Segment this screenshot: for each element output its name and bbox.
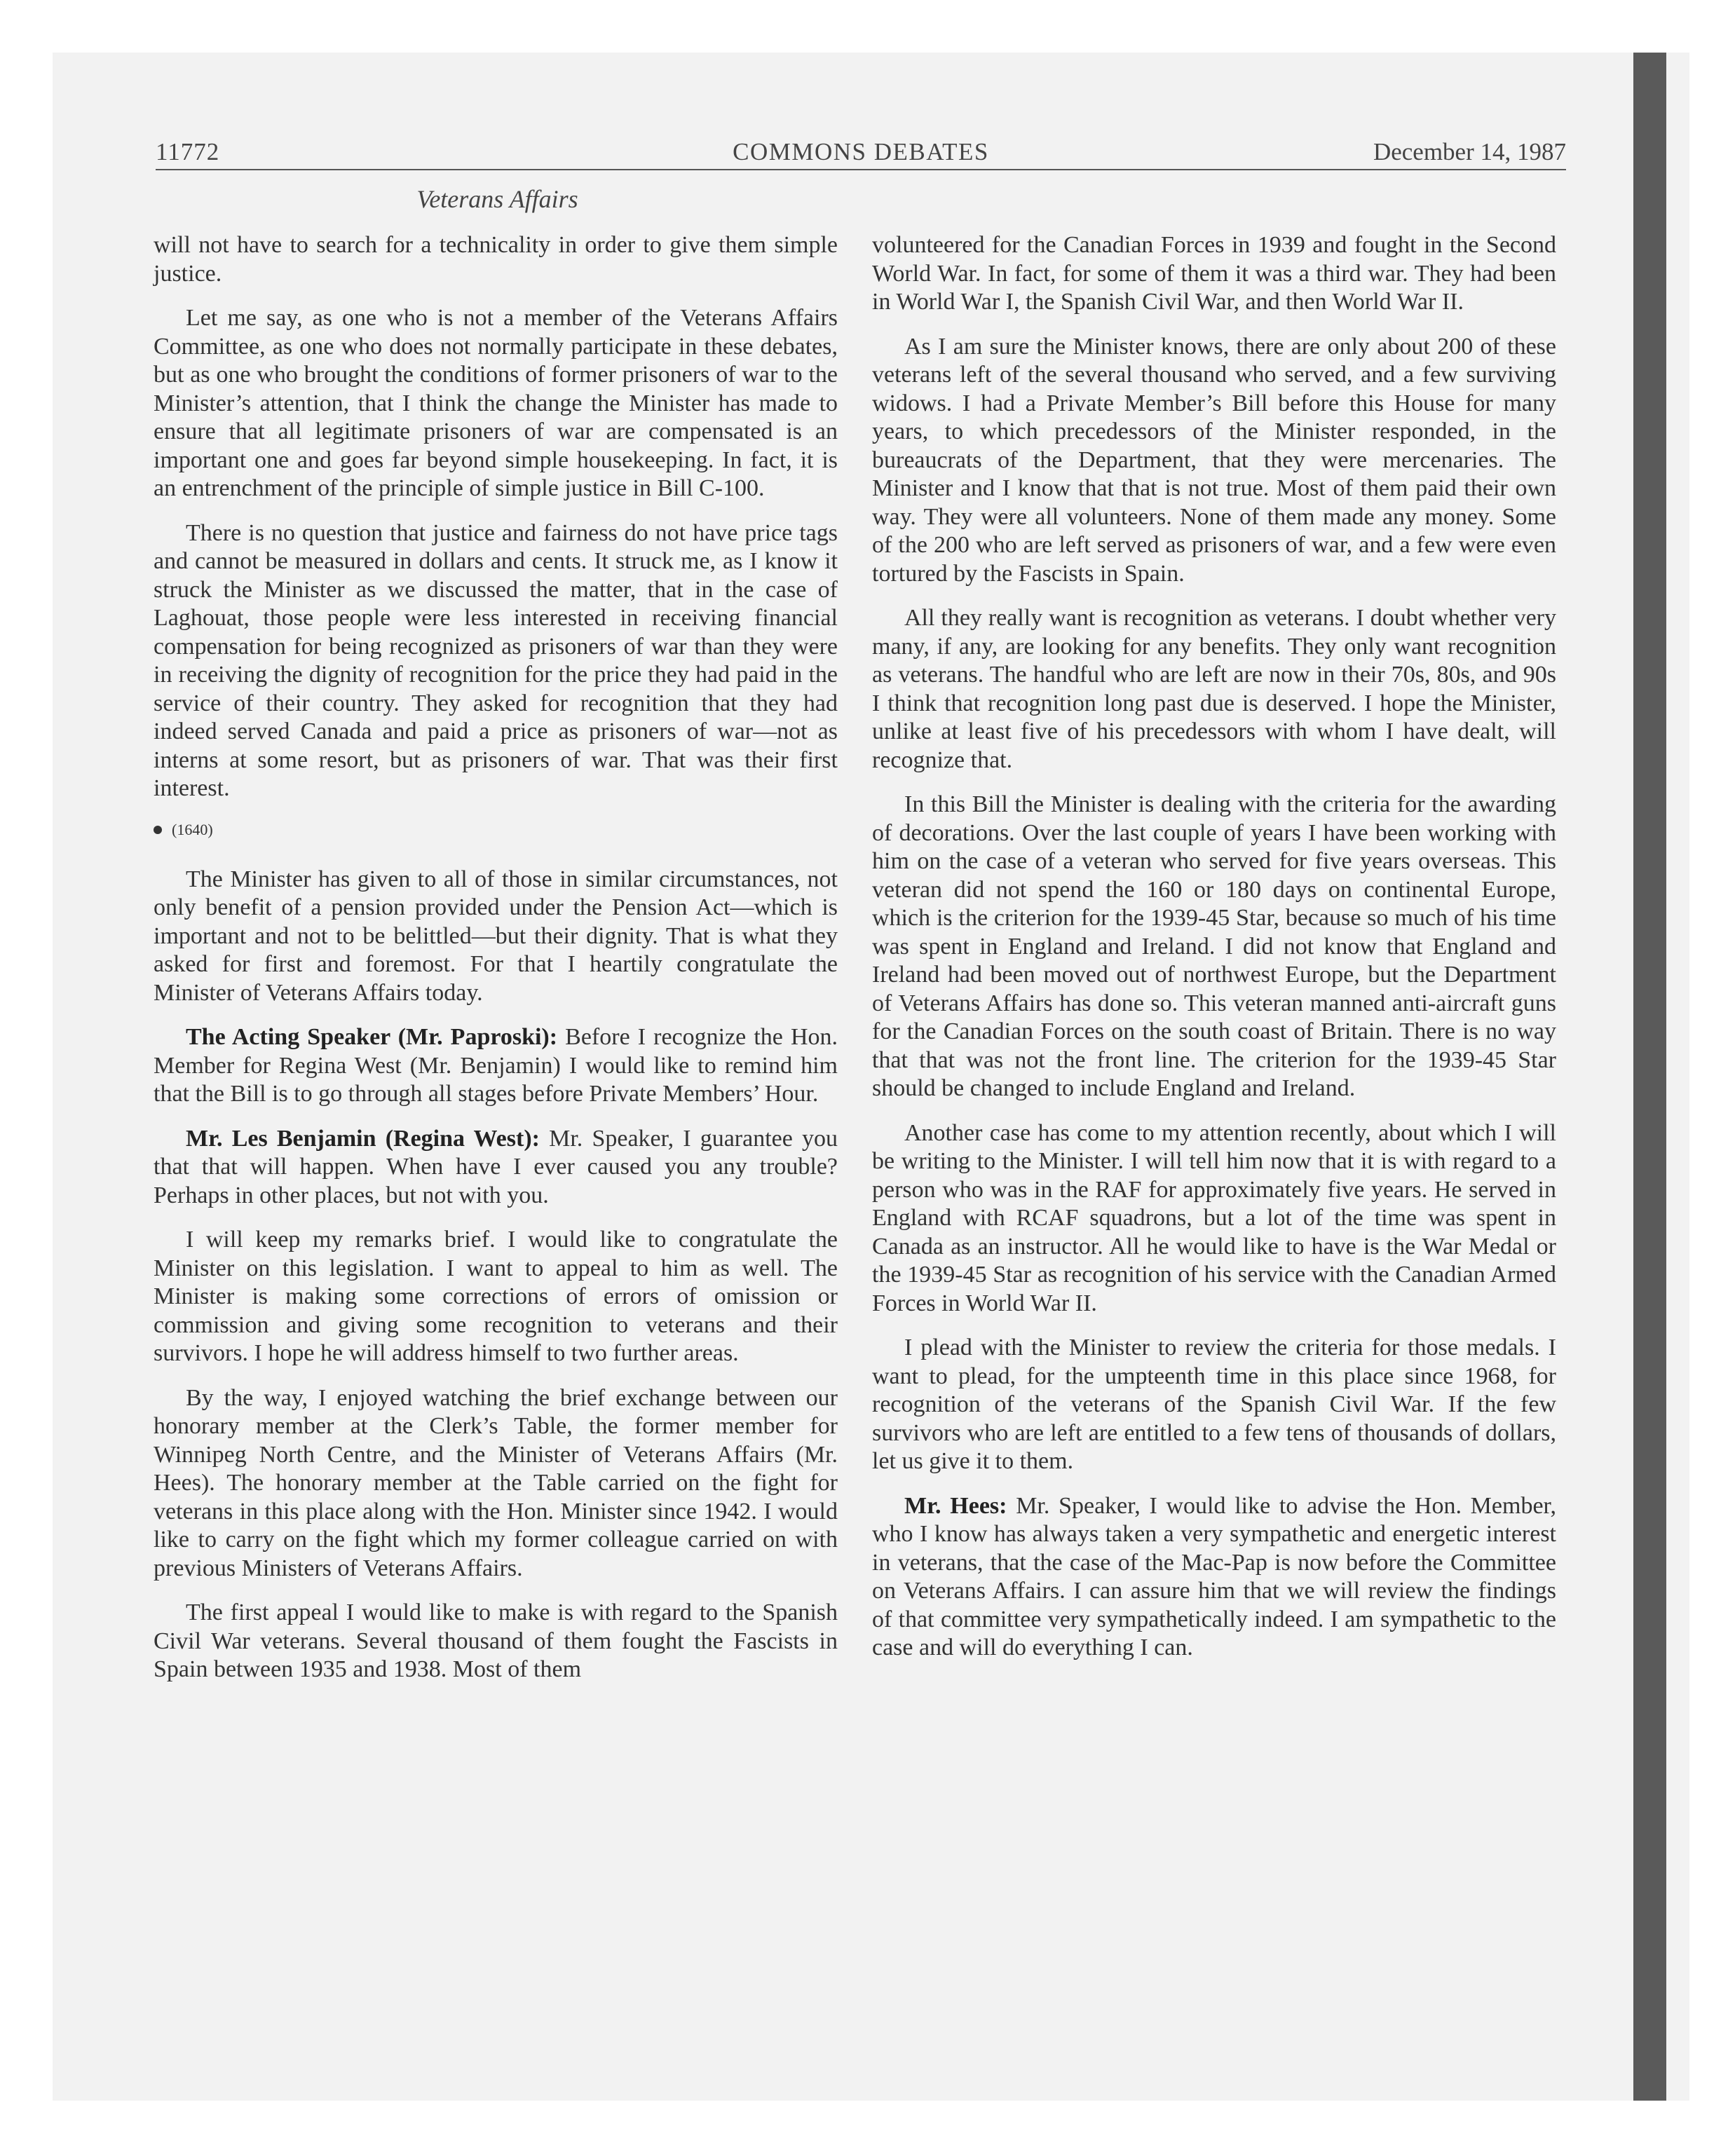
paragraph: In this Bill the Minister is dealing with the criteria for the awarding of decorations. Over the last couple of years I have been working with him on the case of a veteran who served for five years overseas. This veteran did not spend the 160 or 180 days on continental Europe, which is the criterion for the 1939-45 Star, because so much of his time was spent in England and Ireland. I did not know that England and Ireland had been moved out of northwest Europe, but the Department of Veterans Affairs has done so. This veteran manned anti-aircraft guns for the Canadian Forces on the south coast of Britain. There is no way that that was not the front line. The criterion for the 1939-45 Star should be changed to include England and Ireland.: [872, 791, 1556, 1101]
paragraph: The first appeal I would like to make is with regard to the Spanish Civil War veterans. Several thousand of them fought the Fascists in Spain between 1935 and 1938. Most of them: [154, 1599, 838, 1682]
page-number: 11772: [156, 138, 220, 165]
scan-edge: [1633, 53, 1666, 2101]
left-column: [154, 231, 838, 1700]
speech-paragraph: [154, 1023, 838, 1109]
publication-title: COMMONS DEBATES: [733, 138, 989, 165]
paragraph: Another case has come to my attention recently, about which I will be writing to the Minister. I will tell him now that it is with regard to a person who was in the RAF for approximately five years. He served in England with RCAF squadrons, but a lot of the time was spent in Canada as an instructor. All he would like to have is the War Medal or the 1939-45 Star as recognition of his service with the Canadian Armed Forces in World War II.: [872, 1119, 1556, 1316]
timestamp-text: (1640): [172, 820, 213, 838]
date: December 14, 1987: [1373, 138, 1566, 165]
speech-text: Mr. Speaker, I guarantee you that that will happen. When have I ever caused you any trouble? Perhaps in other places, but not with you.: [154, 1125, 838, 1208]
speaker-name: The Acting Speaker (Mr. Paproski):: [186, 1024, 558, 1050]
speech-text: Mr. Speaker, I would like to advise the Hon. Member, who I know has always taken a very sympathetic and energetic interest in veterans, that the case of the Mac-Pap is now before the Committee on Veterans Affairs. I can assure him that we will review the findings of that committee very sympathetically indeed. I am sympathetic to the case and will do everything I can.: [872, 1492, 1556, 1660]
paragraph: volunteered for the Canadian Forces in 1939 and fought in the Second World War. In fact, for some of them it was a third war. They had been in World War I, the Spanish Civil War, and then World War II.: [872, 232, 1556, 315]
running-head: [156, 135, 1566, 170]
timestamp: [154, 819, 838, 840]
speech-paragraph: [154, 1125, 838, 1210]
speech-text: Before I recognize the Hon. Member for Regina West (Mr. Benjamin) I would like to remind him that the Bill is to go through all stages before Private Members’ Hour.: [154, 1024, 838, 1107]
paragraph: I plead with the Minister to review the criteria for those medals. I want to plead, for the umpteenth time in this place since 1968, for recognition of the veterans of the Spanish Civil War. If the few survivors who are left are entitled to a few tens of thousands of dollars, let us give it to them.: [872, 1335, 1556, 1474]
paragraph: All they really want is recognition as veterans. I doubt whether very many, if any, are looking for any benefits. They only want recognition as veterans. The handful who are left are now in their 70s, 80s, and 90s I think that recognition long past due is deserved. I hope the Minister, unlike at least five of his precedessors with whom I have dealt, will recognize that.: [872, 605, 1556, 773]
speech-paragraph: [872, 1492, 1556, 1663]
right-column: [872, 231, 1556, 1679]
paragraph: Let me say, as one who is not a member of the Veterans Affairs Committee, as one who does not normally participate in these debates, but as one who brought the conditions of former prisoners of war to the Minister’s attention, that I think the change the Minister has made to ensure that all legitimate prisoners of war are compensated is an important one and goes far beyond simple housekeeping. In fact, it is an entrenchment of the principle of simple justice in Bill C-100.: [154, 305, 838, 501]
paragraph: will not have to search for a technicality in order to give them simple justice.: [154, 232, 838, 287]
bullet-icon: [154, 826, 162, 834]
section-title: Veterans Affairs: [416, 185, 578, 213]
paragraph: As I am sure the Minister knows, there are only about 200 of these veterans left of the several thousand who served, and a few surviving widows. I had a Private Member’s Bill before this House for many years, to which precedessors of the Minister responded, in the bureaucrats of the Department, that they were mercenaries. The Minister and I know that that is not true. Most of them paid their own way. They were all volunteers. None of them made any money. Some of the 200 who are left served as prisoners of war, and a few were even tortured by the Fascists in Spain.: [872, 333, 1556, 587]
paragraph: There is no question that justice and fairness do not have price tags and cannot be measured in dollars and cents. It struck me, as I know it struck the Minister as we discussed the matter, that in the case of Laghouat, those people were less interested in receiving financial compensation for being recognized as prisoners of war than they were in receiving the dignity of recognition for the price they had paid in the service of their country. They asked for recognition that they had indeed served Canada and paid a price as prisoners of war—not as interns at some resort, but as prisoners of war. That was their first interest.: [154, 519, 838, 801]
paragraph: By the way, I enjoyed watching the brief exchange between our honorary member at the Clerk’s Table, the former member for Winnipeg North Centre, and the Minister of Veterans Affairs (Mr. Hees). The honorary member at the Table carried on the fight for veterans in this place along with the Hon. Minister since 1942. I would like to carry on the fight which my former colleague carried on with previous Ministers of Veterans Affairs.: [154, 1384, 838, 1581]
paragraph: The Minister has given to all of those in similar circumstances, not only benefit of a pension provided under the Pension Act—which is important and not to be belittled—but their dignity. That is what they asked for first and foremost. For that I heartily congratulate the Minister of Veterans Affairs today.: [154, 866, 838, 1006]
speaker-name: Mr. Hees:: [904, 1492, 1007, 1519]
speaker-name: Mr. Les Benjamin (Regina West):: [186, 1125, 540, 1152]
paragraph: I will keep my remarks brief. I would like to congratulate the Minister on this legislation. I want to appeal to him as well. The Minister is making some corrections of errors of omission or commission and giving some recognition to veterans and their survivors. I hope he will address himself to two further areas.: [154, 1227, 838, 1366]
